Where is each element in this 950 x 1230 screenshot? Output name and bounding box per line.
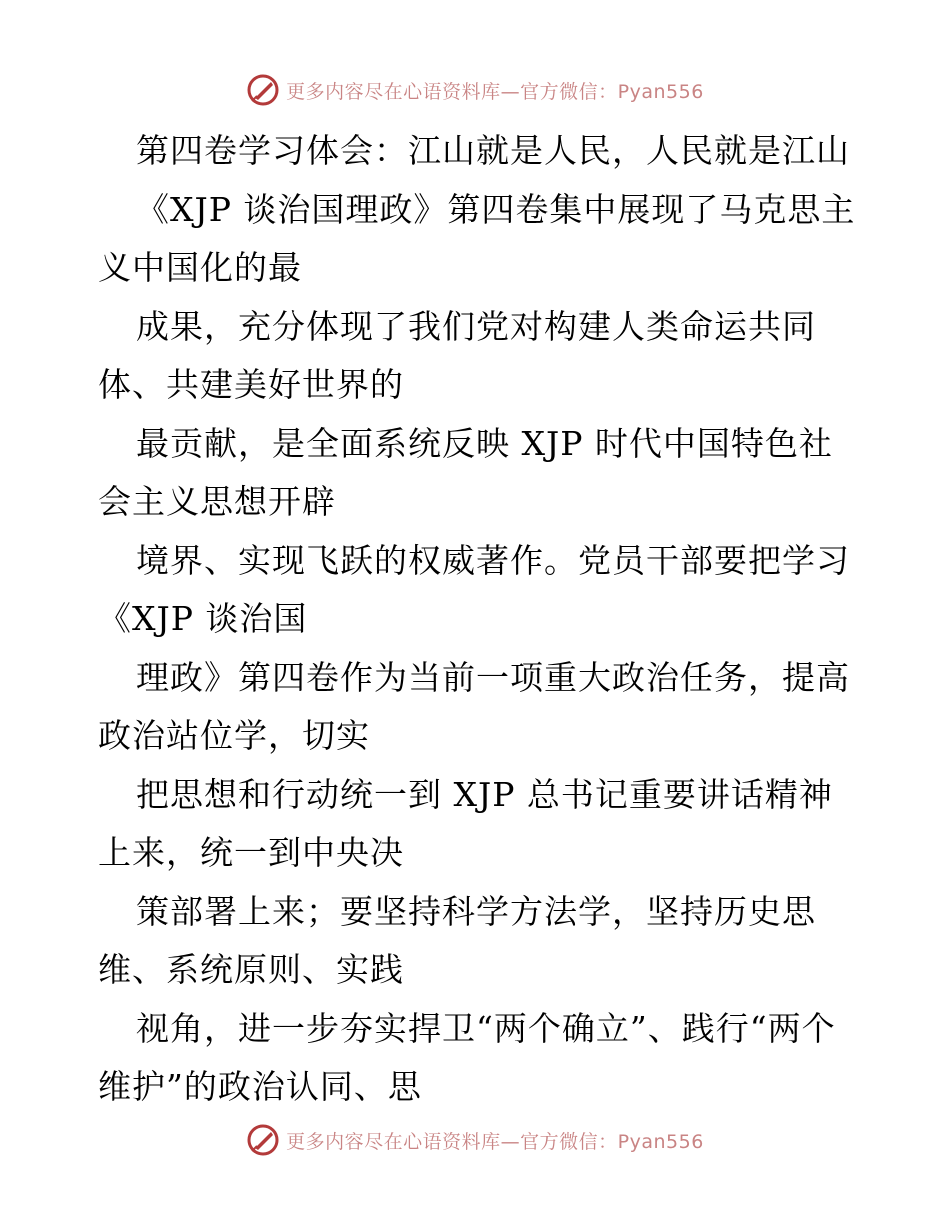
feather-pen-logo-icon [246,1123,280,1157]
paragraph-line: 视角，进一步夯实捍卫“两个确立”、践行“两个维护”的政治认同、思 [98,1008,836,1106]
paragraph-line: 《XJP 谈治国理政》第四卷集中展现了马克思主义中国化的最 [98,189,856,287]
paragraph-line: 最贡献，是全面系统反映 XJP 时代中国特色社会主义思想开辟 [98,423,833,521]
paragraph-line: 理政》第四卷作为当前一项重大政治任务，提高政治站位学，切实 [98,657,850,755]
document-body [98,122,858,1117]
footer-watermark-text: 更多内容尽在心语资料库—官方微信：Pyan556 [286,1130,704,1153]
paragraph-line: 把思想和行动统一到 XJP 总书记重要讲话精神上来，统一到中央决 [98,774,833,872]
footer-watermark-banner [0,1120,950,1160]
header-watermark-text: 更多内容尽在心语资料库—官方微信：Pyan556 [286,80,704,103]
paragraph-line: 境界、实现飞跃的权威著作。党员干部要把学习《XJP 谈治国 [98,540,850,638]
paragraph-line: 成果，充分体现了我们党对构建人类命运共同体、共建美好世界的 [98,306,816,404]
paragraph-line: 策部署上来；要坚持科学方法学，坚持历史思维、系统原则、实践 [98,891,816,989]
document-title: 第四卷学习体会：江山就是人民，人民就是江山 [136,131,850,170]
feather-pen-logo-icon [246,73,280,107]
header-watermark-banner [0,70,950,110]
